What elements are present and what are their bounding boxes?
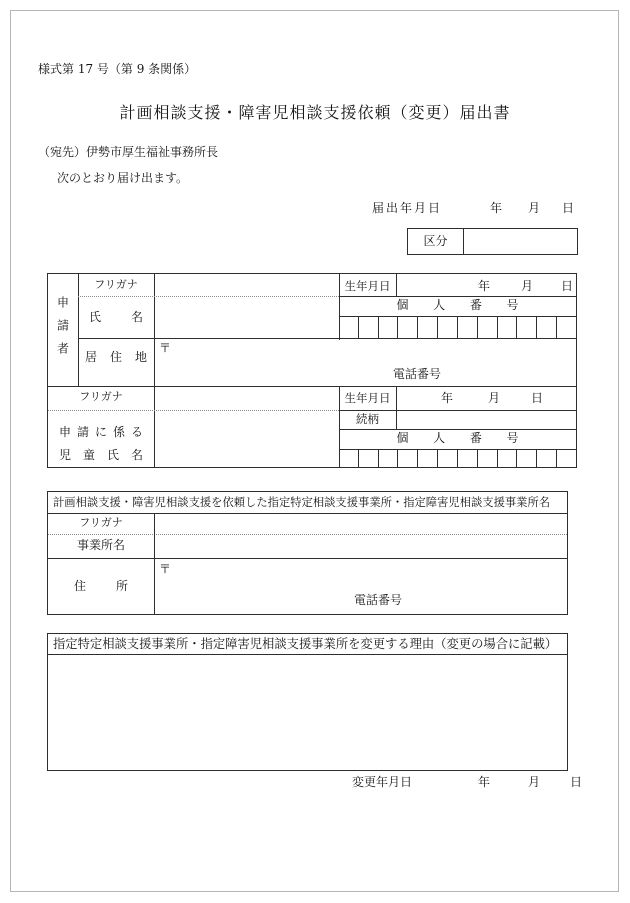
- declaration-line: 次のとおり届け出ます。: [57, 171, 189, 185]
- office-phone-label: 電話番号: [354, 593, 403, 607]
- personal-number-digit-cell: [477, 316, 497, 338]
- child-birthdate-label: 生年月日: [344, 391, 391, 405]
- child-section-label: [59, 421, 143, 467]
- form-number: 様式第 17 号（第 9 条関係）: [38, 62, 197, 76]
- applicant-personal-number-label: 個人番号: [396, 298, 519, 312]
- applicant-birth-year-label: 年: [478, 279, 491, 293]
- child-personal-number-cells: [339, 449, 576, 467]
- category-value-cell: [464, 229, 577, 254]
- office-name-label: 事業所名: [76, 538, 125, 552]
- personal-number-digit-cell: [378, 316, 398, 338]
- applicant-birth-day-label: 日: [561, 279, 574, 293]
- applicant-name-label: 氏名: [89, 310, 143, 324]
- notification-day-label: 日: [562, 201, 575, 215]
- office-address-label: 住所: [74, 579, 128, 593]
- office-table: [47, 491, 568, 615]
- applicant-personal-number-cells: [339, 316, 576, 338]
- category-label: 区分: [423, 234, 448, 248]
- personal-number-digit-cell: [397, 449, 417, 467]
- child-section-label-line2: 児童氏名: [59, 448, 143, 462]
- child-birth-day-label: 日: [531, 391, 544, 405]
- personal-number-digit-cell: [339, 316, 358, 338]
- applicant-phone-label: 電話番号: [393, 367, 442, 381]
- notification-month-label: 月: [528, 201, 541, 215]
- change-reason-box: [47, 633, 568, 771]
- notification-year-label: 年: [490, 201, 503, 215]
- form-title: 計画相談支援・障害児相談支援依頼（変更）届出書: [119, 103, 511, 122]
- applicant-birthdate-label: 生年月日: [344, 279, 391, 293]
- applicant-residence-input-area: [155, 339, 576, 385]
- personal-number-digit-cell: [477, 449, 497, 467]
- applicant-birth-month-label: 月: [521, 279, 534, 293]
- personal-number-digit-cell: [457, 449, 477, 467]
- personal-number-digit-cell: [556, 449, 576, 467]
- change-reason-header: 指定特定相談支援事業所・指定障害児相談支援事業所を変更する理由（変更の場合に記載）: [53, 637, 558, 651]
- divider: [339, 296, 576, 297]
- office-name-input-area: [155, 535, 567, 558]
- personal-number-digit-cell: [358, 449, 378, 467]
- child-birth-month-label: 月: [488, 391, 501, 405]
- personal-number-digit-cell: [516, 449, 536, 467]
- child-section-label-line1: 申請に係る: [59, 425, 143, 439]
- personal-number-digit-cell: [497, 449, 517, 467]
- child-furigana-input-area: [155, 387, 338, 409]
- applicant-furigana-label: フリガナ: [94, 278, 138, 291]
- applicant-furigana-input-area: [155, 275, 338, 295]
- personal-number-digit-cell: [339, 449, 358, 467]
- applicant-residence-label: 居住地: [85, 350, 147, 364]
- postal-mark: 〒: [159, 341, 172, 355]
- office-furigana-input-area: [155, 514, 567, 534]
- child-relationship-label: 続柄: [356, 412, 379, 426]
- personal-number-digit-cell: [397, 316, 417, 338]
- applicant-child-table: [47, 273, 577, 468]
- postal-mark: 〒: [159, 562, 172, 576]
- personal-number-digit-cell: [417, 316, 437, 338]
- divider: [339, 429, 576, 430]
- change-date-label: 変更年月日: [352, 775, 413, 789]
- applicant-name-input-area: [155, 297, 338, 337]
- personal-number-digit-cell: [437, 449, 457, 467]
- personal-number-digit-cell: [516, 316, 536, 338]
- change-reason-input-area: [48, 655, 567, 770]
- divider: [396, 274, 397, 296]
- personal-number-digit-cell: [497, 316, 517, 338]
- office-furigana-label: フリガナ: [79, 516, 123, 529]
- child-name-input-area: [155, 411, 338, 467]
- change-month-label: 月: [528, 775, 541, 789]
- personal-number-digit-cell: [556, 316, 576, 338]
- child-furigana-label: フリガナ: [79, 390, 123, 403]
- category-box: [407, 228, 578, 255]
- office-table-header: 計画相談支援・障害児相談支援を依頼した指定特定相談支援事業所・指定障害児相談支援事業所名: [53, 496, 551, 509]
- change-day-label: 日: [570, 775, 583, 789]
- personal-number-digit-cell: [358, 316, 378, 338]
- child-personal-number-label: 個人番号: [396, 431, 519, 445]
- personal-number-digit-cell: [378, 449, 398, 467]
- personal-number-digit-cell: [457, 316, 477, 338]
- personal-number-digit-cell: [536, 449, 556, 467]
- child-relationship-input-area: [397, 411, 576, 429]
- personal-number-digit-cell: [417, 449, 437, 467]
- addressee: （宛先）伊勢市厚生福祉事務所長: [38, 145, 219, 159]
- child-birth-year-label: 年: [441, 391, 454, 405]
- personal-number-digit-cell: [536, 316, 556, 338]
- change-year-label: 年: [478, 775, 491, 789]
- applicant-section-label: 申請者: [55, 295, 70, 365]
- personal-number-digit-cell: [437, 316, 457, 338]
- notification-date-label: 届出年月日: [372, 201, 443, 215]
